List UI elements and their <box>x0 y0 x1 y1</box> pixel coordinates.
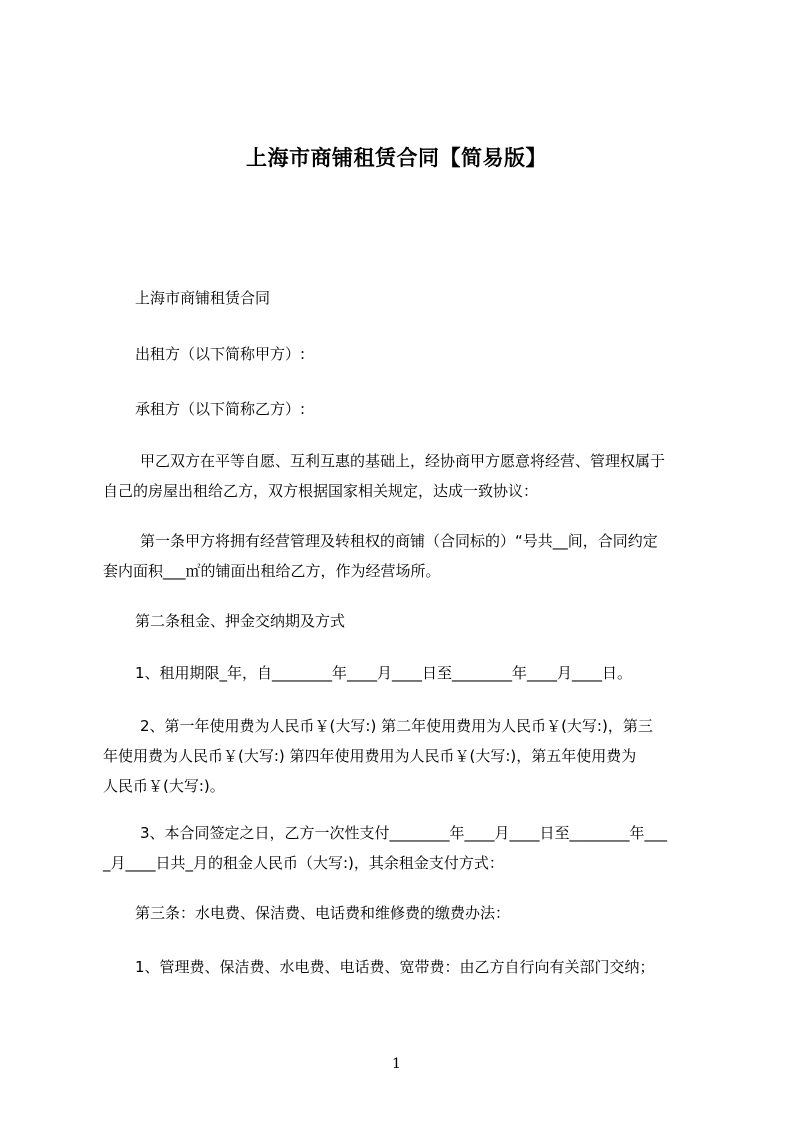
page-number: 1 <box>392 1056 401 1072</box>
paragraph-line: 第三条：水电费、保洁费、电话费和维修费的缴费办法： <box>135 904 511 922</box>
paragraph-article-1 <box>103 526 703 586</box>
paragraph-line: _月____日共_月的租金人民币（大写:)，其余租金支付方式： <box>103 854 504 872</box>
paragraph-line: 上海市商铺租赁合同 <box>135 289 271 307</box>
paragraph-line: 3、本合同签定之日，乙方一次性支付________年____月____日至________年___ <box>140 824 668 842</box>
paragraph-article-3-heading <box>103 898 735 928</box>
document-title: 上海市商铺租赁合同【简易版】 <box>246 146 547 170</box>
paragraph-article-2-heading <box>103 606 735 636</box>
paragraph-line: 1、租用期限_年，自________年____月____日至________年____月____日。 <box>135 664 633 682</box>
paragraph-line: 甲乙双方在平等自愿、互利互惠的基础上，经协商甲方愿意将经营、管理权属于 <box>140 452 666 470</box>
paragraph-line: 套内面积___㎡的铺面出租给乙方，作为经营场所。 <box>103 562 441 580</box>
paragraph-line: 第二条租金、押金交纳期及方式 <box>135 612 346 630</box>
paragraph-lease-term <box>103 658 735 688</box>
paragraph-line: 1、管理费、保洁费、水电费、电话费、宽带费：由乙方自行向有关部门交纳； <box>135 958 655 976</box>
paragraph-lessee <box>103 394 735 424</box>
paragraph-preamble <box>103 446 703 506</box>
paragraph-line: 出租方（以下简称甲方）: <box>135 345 306 363</box>
paragraph-contract-heading <box>103 283 735 313</box>
paragraph-lessor <box>103 339 735 369</box>
paragraph-line: 人民币￥(大写:)。 <box>103 777 225 795</box>
paragraph-fees-payment <box>103 952 735 982</box>
paragraph-line: 自己的房屋出租给乙方，双方根据国家相关规定，达成一致协议： <box>103 482 539 500</box>
paragraph-line: 2、第一年使用费为人民币￥(大写:) 第二年使用费用为人民币￥(大写:)，第三 <box>140 717 653 735</box>
paragraph-initial-payment <box>103 818 703 878</box>
paragraph-line: 年使用费为人民币￥(大写:) 第四年使用费用为人民币￥(大写:)，第五年使用费为 <box>103 747 637 765</box>
paragraph-line: 第一条甲方将拥有经营管理及转租权的商铺（合同标的）“号共__间，合同约定 <box>140 532 658 550</box>
paragraph-line: 承租方（以下简称乙方）: <box>135 400 306 418</box>
paragraph-annual-fees <box>103 711 703 801</box>
